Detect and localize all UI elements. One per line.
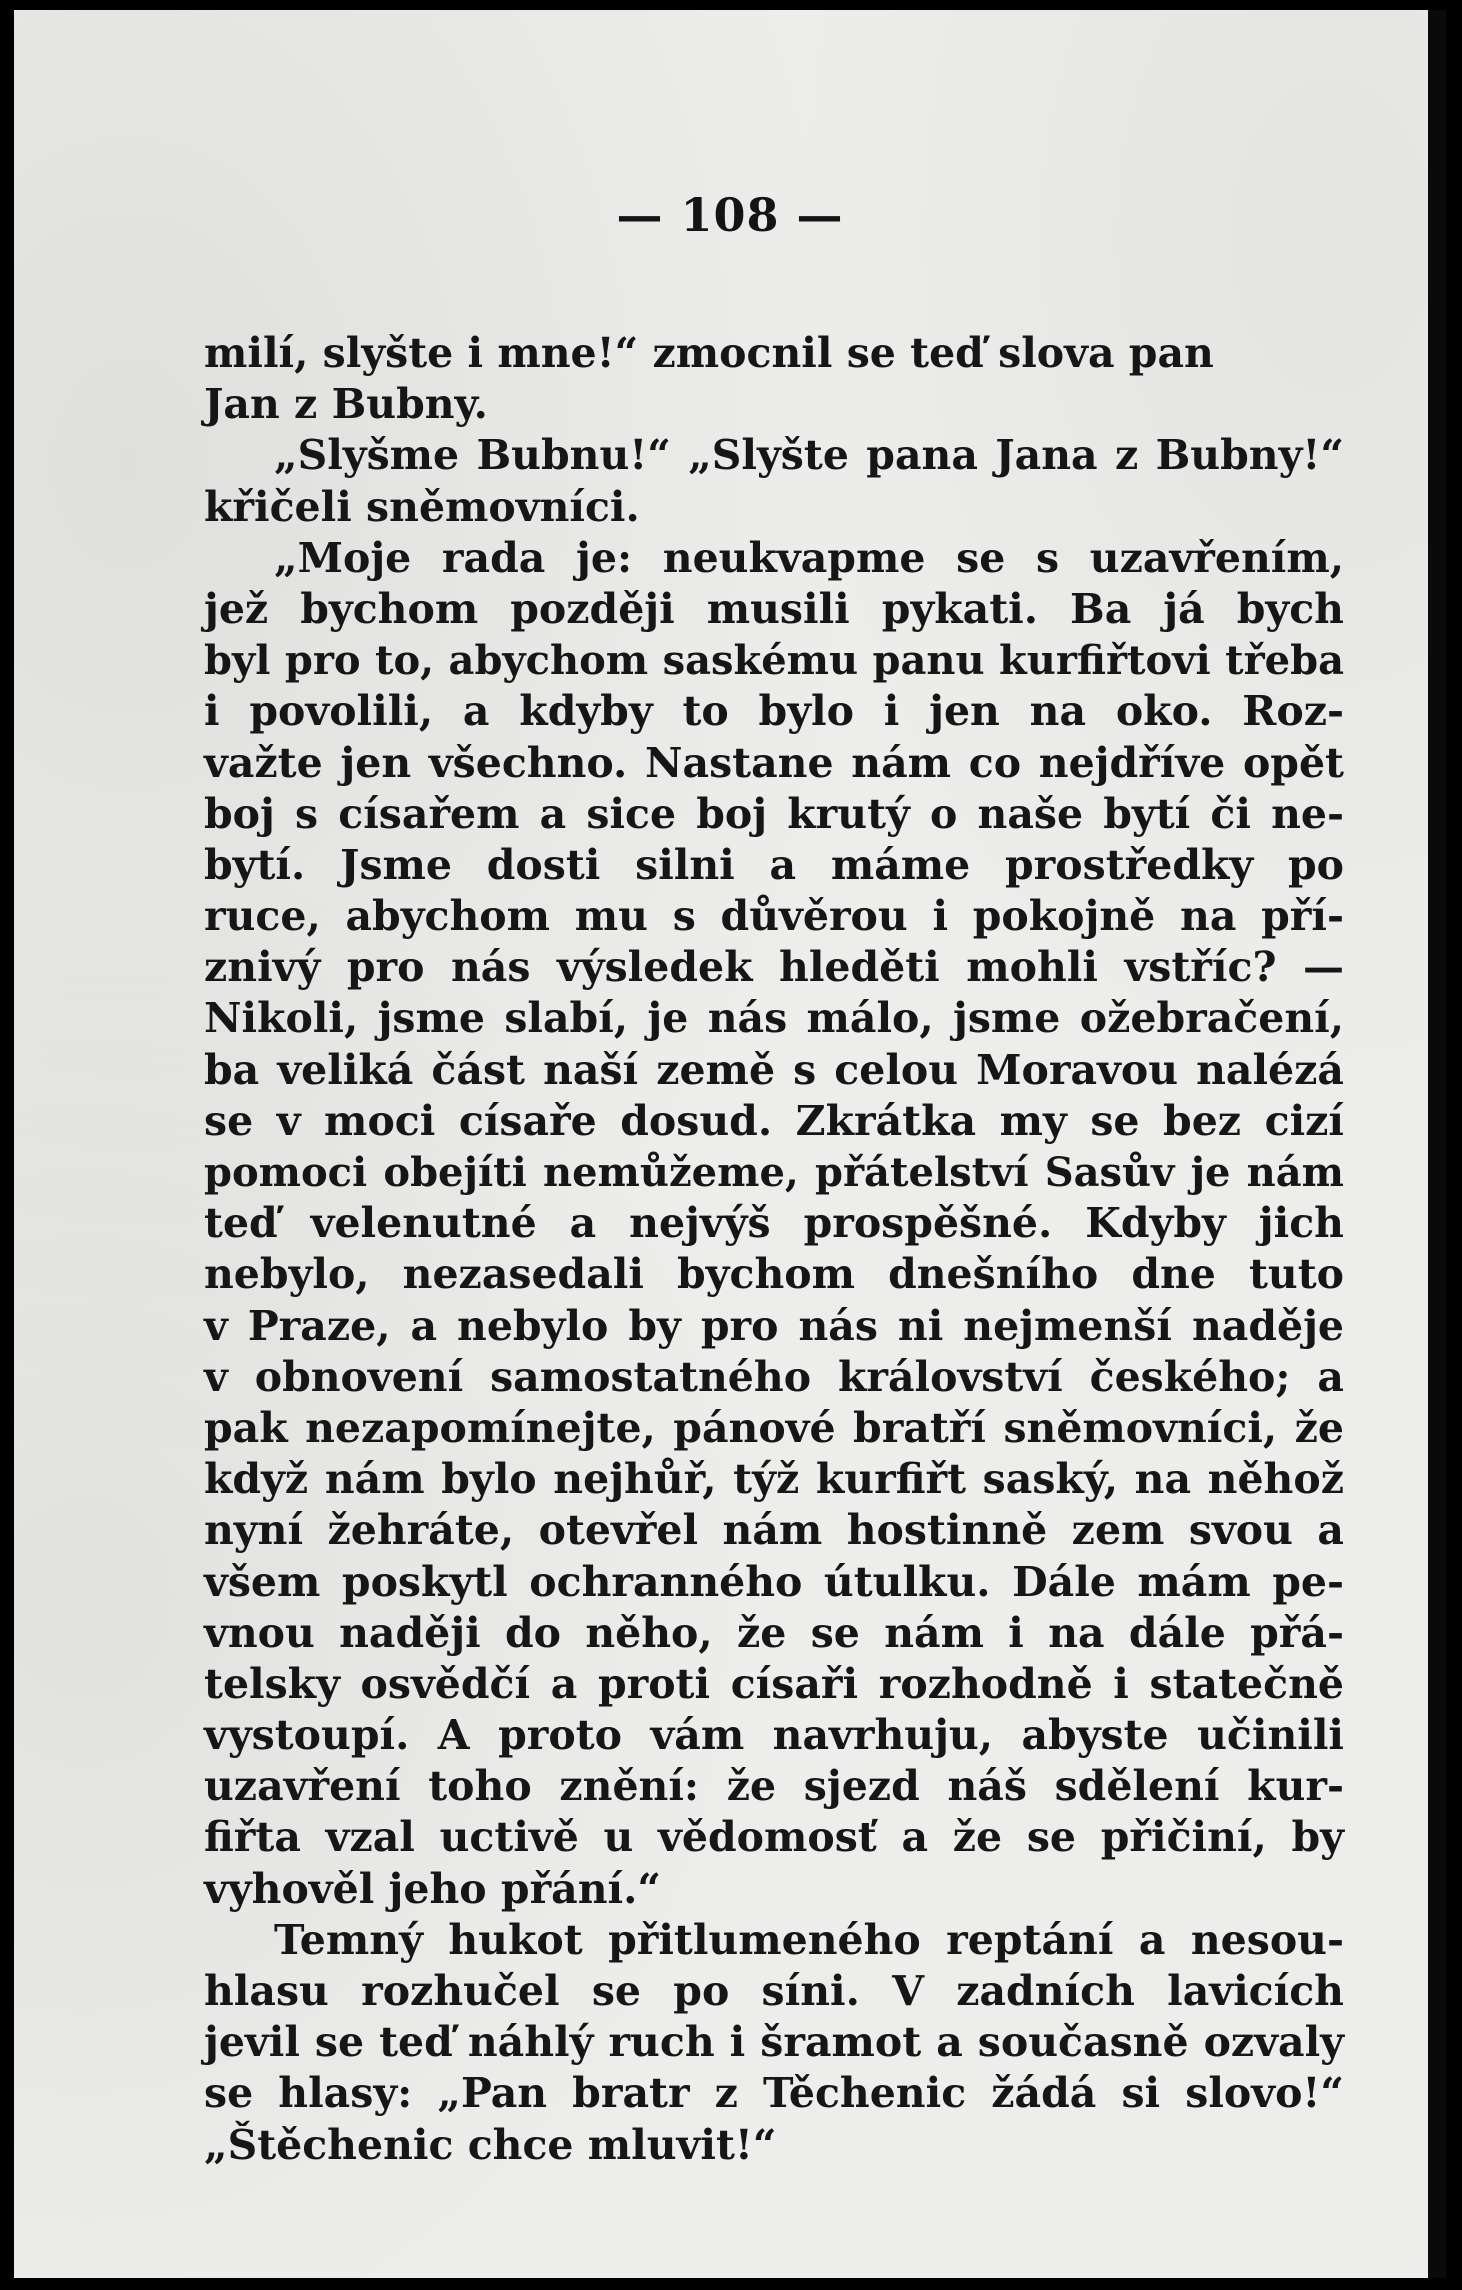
text-line: znivý pro nás výsledek hleděti mohli vstříc? — — [204, 943, 1344, 992]
text-line: važte jen všechno. Nastane nám co nejdříve opět — [204, 738, 1344, 787]
text-line: Jan z Bubny. — [204, 380, 488, 429]
text-line: fiřta vzal uctivě u vědomosť a že se přičiní, by — [204, 1813, 1344, 1862]
text-line: „Slyšme Bubnu!“ „Slyšte pana Jana z Bubny!“ — [274, 431, 1344, 480]
text-line: Temný hukot přitlumeného reptání a nesou- — [274, 1915, 1344, 1964]
text-line: telsky osvědčí a proti císaři rozhodně i statečně — [204, 1659, 1344, 1708]
text-line: v Praze, a nebylo by pro nás ni nejmenší naděje — [204, 1301, 1344, 1350]
text-line: jež bychom později musili pykati. Ba já bych — [204, 584, 1344, 633]
text-line: Nikoli, jsme slabí, je nás málo, jsme ožebračení, — [204, 994, 1344, 1043]
text-line: „Moje rada je: neukvapme se s uzavřením, — [274, 533, 1344, 582]
scan-edge-shadow — [1428, 10, 1446, 2278]
text-line: vyhověl jeho přání.“ — [204, 1864, 661, 1913]
text-line: křičeli sněmovníci. — [204, 482, 640, 531]
text-line: vnou naději do něho, že se nám i na dále přá- — [204, 1608, 1344, 1657]
text-line: ruce, abychom mu s důvěrou i pokojně na pří- — [204, 892, 1344, 941]
text-line: v obnovení samostatného království českého; a — [204, 1352, 1344, 1401]
text-line: když nám bylo nejhůř, týž kurfiřt saský, na něhož — [204, 1455, 1344, 1504]
text-line: všem poskytl ochranného útulku. Dále mám pe- — [204, 1557, 1344, 1606]
text-line: i povolili, a kdyby to bylo i jen na oko. Roz- — [204, 687, 1344, 736]
text-line: boj s císařem a sice boj krutý o naše bytí či ne- — [204, 789, 1344, 838]
body-text — [204, 328, 1344, 2171]
page-number: — 108 — — [616, 188, 844, 242]
text-line: teď velenutné a nejvýš prospěšné. Kdyby jich — [204, 1199, 1344, 1248]
text-line: pomoci obejíti nemůžeme, přátelství Sasův je nám — [204, 1149, 1344, 1196]
text-line: se v moci císaře dosud. Zkrátka my se bez cizí — [204, 1096, 1344, 1145]
text-line: jevil se teď náhlý ruch i šramot a současně ozvaly — [204, 2018, 1344, 2067]
text-line: uzavření toho znění: že sjezd náš sdělení kur- — [204, 1762, 1344, 1811]
text-line: milí, slyšte i mne!“ zmocnil se teď slova pan — [204, 329, 1214, 377]
text-line: hlasu rozhučel se po síni. V zadních lavicích — [204, 1967, 1344, 2015]
text-line: „Štěchenic chce mluvit!“ — [204, 2120, 777, 2169]
text-line: bytí. Jsme dosti silni a máme prostředky po — [204, 840, 1344, 889]
text-line: byl pro to, abychom saskému panu kurfiřtovi třeba — [204, 637, 1344, 685]
book-page — [14, 10, 1446, 2278]
text-line: vystoupí. A proto vám navrhuju, abyste učinili — [204, 1711, 1344, 1760]
text-line: pak nezapomínejte, pánové bratří sněmovníci, že — [204, 1403, 1344, 1452]
text-line: nyní žehráte, otevřel nám hostinně zem svou a — [204, 1506, 1344, 1555]
text-line: nebylo, nezasedali bychom dnešního dne tuto — [204, 1250, 1344, 1299]
text-line: ba veliká část naší země s celou Moravou nalézá — [204, 1045, 1344, 1094]
text-line: se hlasy: „Pan bratr z Těchenic žádá si slovo!“ — [204, 2069, 1344, 2118]
